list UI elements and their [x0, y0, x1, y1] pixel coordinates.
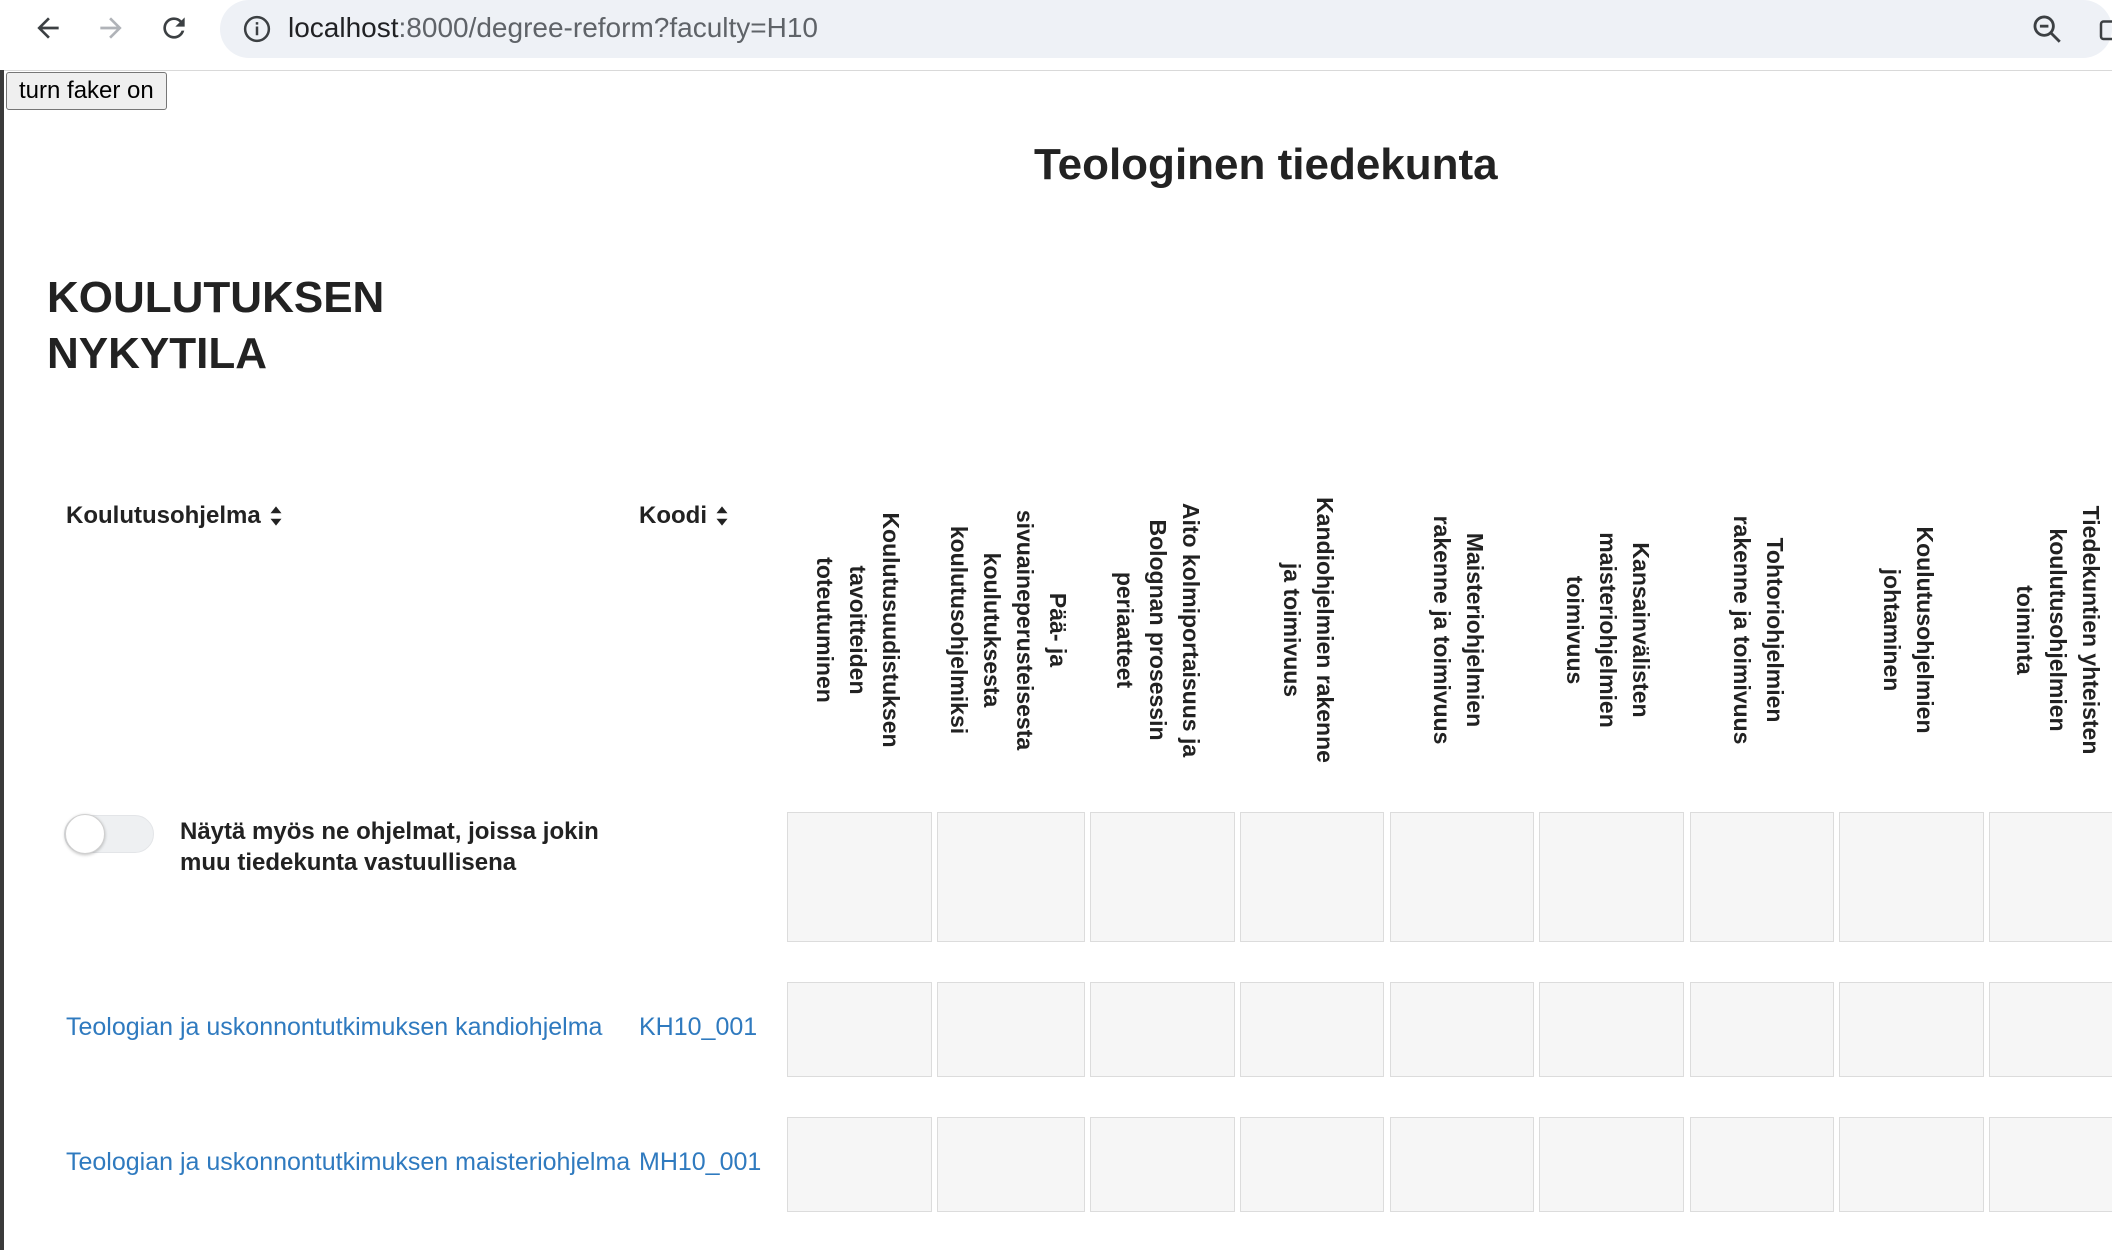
section-title: KOULUTUKSEN NYKYTILA: [47, 273, 385, 378]
score-cell[interactable]: [1690, 982, 1834, 1077]
summary-cell: [1690, 812, 1834, 942]
summary-cell: [1090, 812, 1235, 942]
score-cell[interactable]: [1839, 1117, 1984, 1212]
back-button[interactable]: [30, 10, 66, 46]
score-cell[interactable]: [1390, 982, 1534, 1077]
arrow-right-icon: [95, 12, 127, 44]
sort-by-code-header[interactable]: [639, 502, 729, 530]
score-cell[interactable]: [1989, 982, 2112, 1077]
zoom-out-icon[interactable]: [2030, 12, 2064, 46]
address-bar[interactable]: [220, 0, 2112, 58]
score-cell[interactable]: [1240, 982, 1384, 1077]
program-link[interactable]: Teologian ja uskonnontutkimuksen kandiohjelma: [66, 1013, 603, 1041]
program-code-link[interactable]: MH10_001: [639, 1148, 762, 1176]
score-cell[interactable]: [1090, 1117, 1235, 1212]
code-column-label: Koodi: [639, 502, 707, 529]
score-cell[interactable]: [1390, 1117, 1534, 1212]
toggle-label: Näytä myös ne ohjelmat, joissa jokin muu tiedekunta vastuullisena: [180, 818, 599, 876]
sort-icon: [269, 505, 283, 527]
score-cell[interactable]: [1690, 1117, 1834, 1212]
summary-cell: [1989, 812, 2112, 942]
faculty-title: Teologinen tiedekunta: [1034, 140, 1498, 189]
summary-cell: [1539, 812, 1684, 942]
reload-icon: [158, 12, 190, 44]
score-cell[interactable]: [937, 1117, 1085, 1212]
sort-by-program-header[interactable]: [66, 502, 283, 530]
url-path: :8000/degree-reform?faculty=H10: [398, 12, 818, 43]
toggle-knob: [65, 814, 105, 854]
score-cell[interactable]: [937, 982, 1085, 1077]
criterion-header-6: Kansainvälisten maisteriohjelmien toimivuus: [1562, 532, 1655, 728]
program-code-link[interactable]: KH10_001: [639, 1013, 758, 1041]
criterion-header-9: Tiedekuntien yhteisten koulutusohjelmien toiminta: [2012, 505, 2105, 755]
summary-cell: [1390, 812, 1534, 942]
summary-cell: [787, 812, 932, 942]
summary-cell: [937, 812, 1085, 942]
criterion-header-1: Koulutusuudistuksen tavoitteiden toteutuminen: [812, 512, 905, 748]
browser-toolbar: [0, 0, 2112, 71]
criterion-header-3: Aito kolmiportaisuus ja Bolognan prosessin periaatteet: [1112, 502, 1205, 758]
score-cell[interactable]: [787, 982, 932, 1077]
url-text[interactable]: [288, 11, 818, 45]
reload-button[interactable]: [156, 10, 192, 46]
score-cell[interactable]: [1539, 982, 1684, 1077]
left-edge-strip: [0, 70, 4, 1250]
criterion-header-7: Tohtoriohjelmien rakenne ja toimivuus: [1729, 515, 1788, 745]
forward-button[interactable]: [93, 10, 129, 46]
summary-cell: [1240, 812, 1384, 942]
score-cell[interactable]: [787, 1117, 932, 1212]
score-cell[interactable]: [1090, 982, 1235, 1077]
criterion-header-2: Pää- ja sivuaineperusteisesta koulutuksesta koulutusohjelmiksi: [946, 509, 1071, 751]
program-link[interactable]: Teologian ja uskonnontutkimuksen maisteriohjelma: [66, 1148, 631, 1176]
info-icon[interactable]: [242, 14, 272, 44]
score-cell[interactable]: [1240, 1117, 1384, 1212]
url-host: localhost: [288, 12, 399, 43]
criterion-header-5: Maisteriohjelmien rakenne ja toimivuus: [1429, 515, 1488, 745]
sort-icon: [715, 505, 729, 527]
share-icon[interactable]: [2096, 14, 2112, 44]
criterion-header-8: Koulutusohjelmien johtaminen: [1879, 526, 1938, 734]
criterion-header-4: Kandiohjelmien rakenne ja toimivuus: [1279, 497, 1338, 763]
score-cell[interactable]: [1989, 1117, 2112, 1212]
score-cell[interactable]: [1839, 982, 1984, 1077]
faker-toggle-button[interactable]: turn faker on: [6, 72, 167, 110]
show-other-faculty-toggle[interactable]: [64, 815, 154, 853]
score-cell[interactable]: [1539, 1117, 1684, 1212]
summary-cell: [1839, 812, 1984, 942]
program-column-label: Koulutusohjelma: [66, 502, 261, 529]
arrow-left-icon: [32, 12, 64, 44]
